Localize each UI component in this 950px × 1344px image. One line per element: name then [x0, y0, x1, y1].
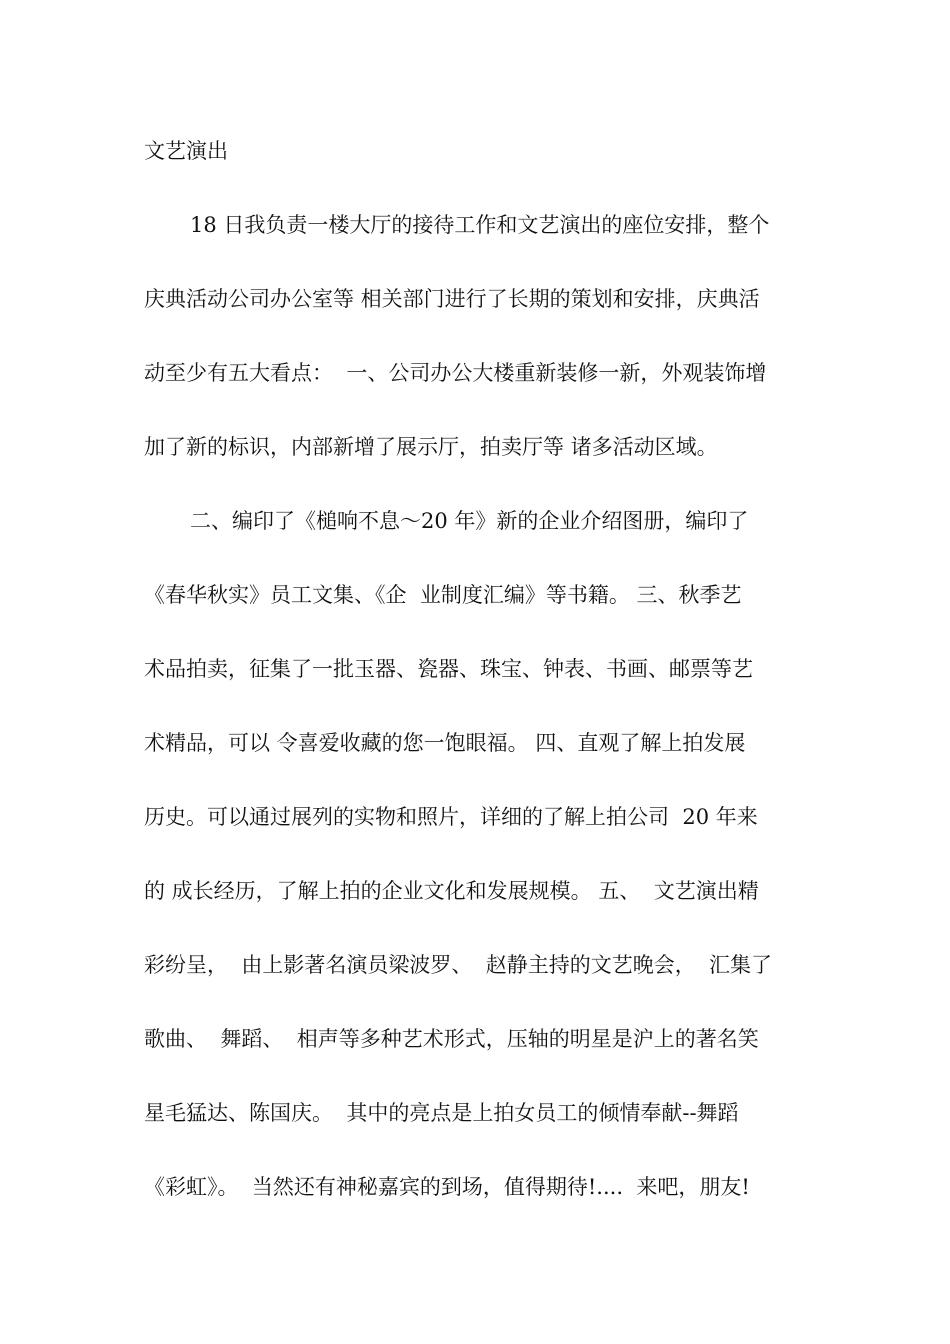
paragraph-line: 星毛猛达、陈国庆。 其中的亮点是上拍女员工的倾情奉献--舞蹈 [144, 1101, 739, 1125]
paragraph-line: 的 成长经历，了解上拍的企业文化和发展规模。 五、 文艺演出精 [144, 879, 759, 903]
paragraph-line: 庆典活动公司办公室等 相关部门进行了长期的策划和安排，庆典活 [144, 287, 760, 311]
paragraph-line: 术品拍卖，征集了一批玉器、瓷器、珠宝、钟表、书画、邮票等艺 [144, 657, 753, 681]
paragraph-line: 术精品，可以 令喜爱收藏的您一饱眼福。 四、直观了解上拍发展 [144, 731, 746, 755]
paragraph-line: 歌曲、 舞蹈、 相声等多种艺术形式，压轴的明星是沪上的著名笑 [144, 1027, 759, 1051]
paragraph-line: 加了新的标识，内部新增了展示厅，拍卖厅等 诸多活动区域。 [144, 435, 718, 459]
paragraph-line: 彩纷呈， 由上影著名演员梁波罗、 赵静主持的文艺晚会， 汇集了 [144, 953, 773, 977]
paragraph-line: 二、编印了《槌响不息～20 年》新的企业介绍图册，编印了 [190, 509, 749, 533]
paragraph-line: 历史。可以通过展列的实物和照片，详细的了解上拍公司 20 年来 [144, 805, 758, 829]
paragraph-line: 动至少有五大看点： 一、公司办公大楼重新装修一新，外观装饰增 [144, 361, 767, 385]
paragraph-line: 《彩虹》。 当然还有神秘嘉宾的到场，值得期待!.... 来吧，朋友! [144, 1175, 750, 1199]
heading-line: 文艺演出 [144, 139, 228, 163]
paragraph-line: 18 日我负责一楼大厅的接待工作和文艺演出的座位安排，整个 [190, 213, 770, 237]
paragraph-line: 《春华秋实》员工文集、《企 业制度汇编》等书籍。 三、秋季艺 [144, 583, 742, 607]
